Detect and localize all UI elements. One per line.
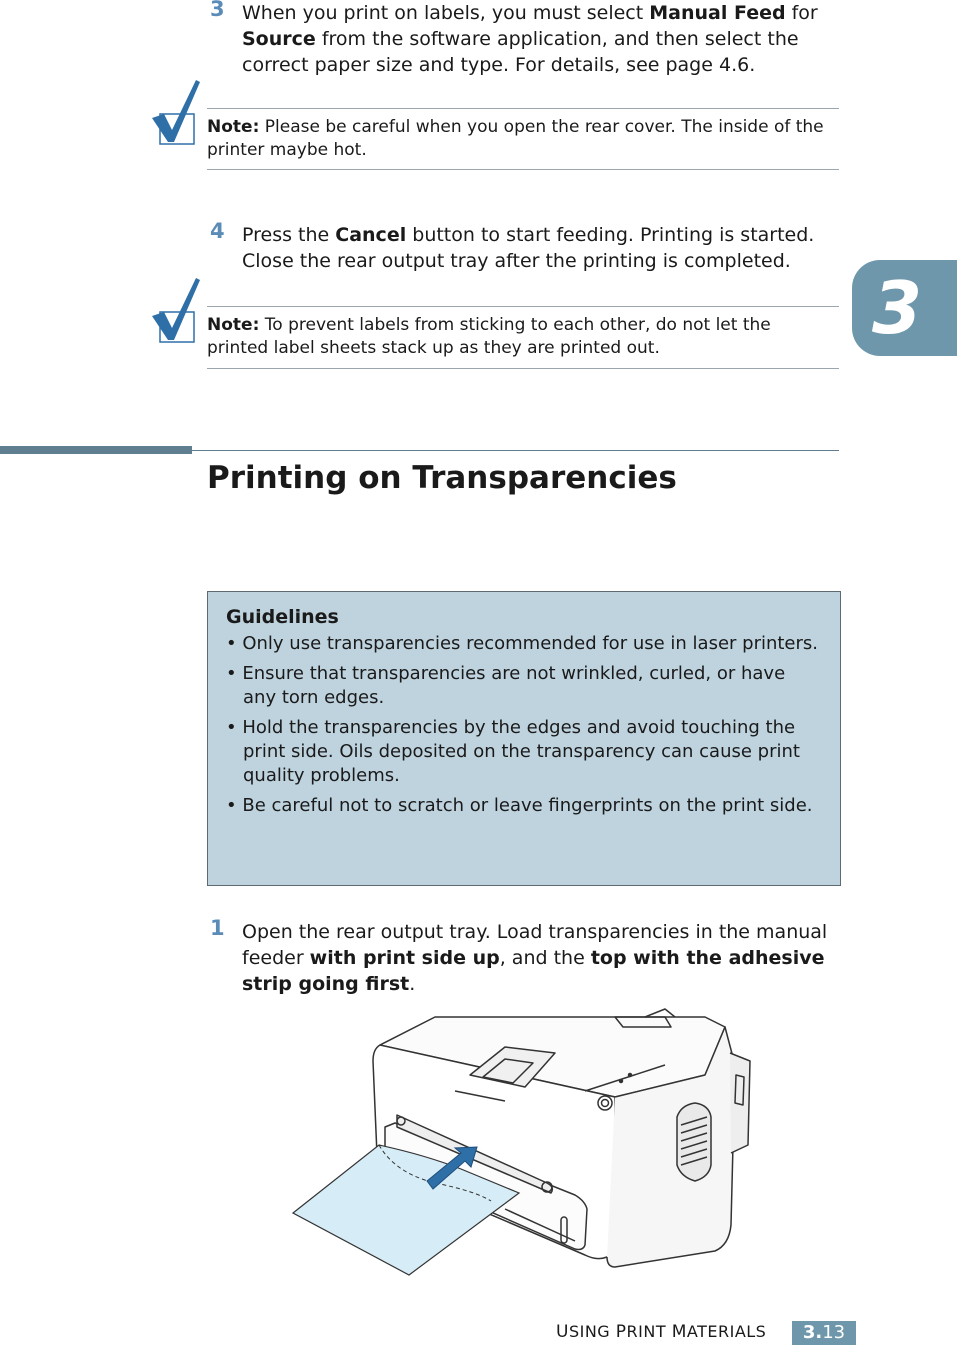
page-number <box>792 1321 856 1345</box>
page-prefix: 3. <box>802 1322 823 1343</box>
step-3 <box>210 0 842 78</box>
step-text: When you print on labels, you must select <box>242 2 650 24</box>
step-4 <box>210 219 842 274</box>
step-bold-text: Manual Feed <box>649 2 786 24</box>
footer-text: U <box>556 1322 569 1342</box>
footer-text: SING <box>568 1322 616 1341</box>
step-number: 3 <box>210 0 225 21</box>
section-bar <box>0 446 192 454</box>
step-text: Open the rear output tray. Load transparencies in the manual feeder <box>242 921 828 969</box>
step-text: Press the <box>242 224 336 246</box>
note-top-rule <box>207 306 839 307</box>
step-bold-text: Source <box>242 28 316 50</box>
printer-illustration <box>285 1005 765 1285</box>
step-bold-text: Cancel <box>335 224 407 246</box>
guideline-item: • Only use transparencies recommended for use in laser printers. <box>226 633 819 654</box>
step-text: . <box>409 973 416 995</box>
footer-text: M <box>671 1322 687 1342</box>
note-text: To prevent labels from sticking to each other, do not let the printed label sheets stack up as they are printed out. <box>207 315 771 358</box>
step-text: from the software application, and then select the correct paper size and type. For details, see page 4.6. <box>242 28 799 76</box>
footer-text: P <box>615 1322 627 1342</box>
step-number: 1 <box>210 916 225 940</box>
page-num: 13 <box>822 1322 846 1343</box>
note-1 <box>207 116 837 162</box>
running-footer <box>556 1322 766 1342</box>
guideline-item: • Hold the transparencies by the edges and avoid touching the print side. Oils deposited on the transparency can cause print quality problems. <box>226 717 800 786</box>
footer-text: ATERIALS <box>686 1322 767 1341</box>
note-top-rule <box>207 108 839 109</box>
step-1 <box>210 916 842 997</box>
section-rule <box>192 450 839 451</box>
note-label: Note: <box>207 117 260 137</box>
checkmark-icon <box>150 78 200 148</box>
step-bold-text: with print side up <box>309 947 500 969</box>
guideline-item: • Ensure that transparencies are not wrinkled, curled, or have any torn edges. <box>226 663 786 708</box>
step-number: 4 <box>210 219 225 243</box>
guideline-item: • Be careful not to scratch or leave fingerprints on the print side. <box>226 795 813 816</box>
note-bottom-rule <box>207 368 839 369</box>
guidelines-box <box>207 591 841 886</box>
step-text: button to start feeding. Printing is started. Close the rear output tray after the printing is completed. <box>242 224 815 272</box>
chapter-number: 3 <box>872 266 923 350</box>
footer-text: RINT <box>626 1322 672 1341</box>
note-2 <box>207 314 837 360</box>
chapter-tab <box>852 260 957 356</box>
section-title: Printing on Transparencies <box>207 460 677 496</box>
step-bold-text: top with the adhesive strip going first <box>242 947 825 995</box>
note-label: Note: <box>207 315 260 335</box>
note-bottom-rule <box>207 169 839 170</box>
guidelines-title: Guidelines <box>226 606 339 628</box>
step-text: for <box>785 2 818 24</box>
step-text: , and the <box>499 947 591 969</box>
note-text: Please be careful when you open the rear cover. The inside of the printer maybe hot. <box>207 117 824 160</box>
checkmark-icon <box>150 276 200 346</box>
